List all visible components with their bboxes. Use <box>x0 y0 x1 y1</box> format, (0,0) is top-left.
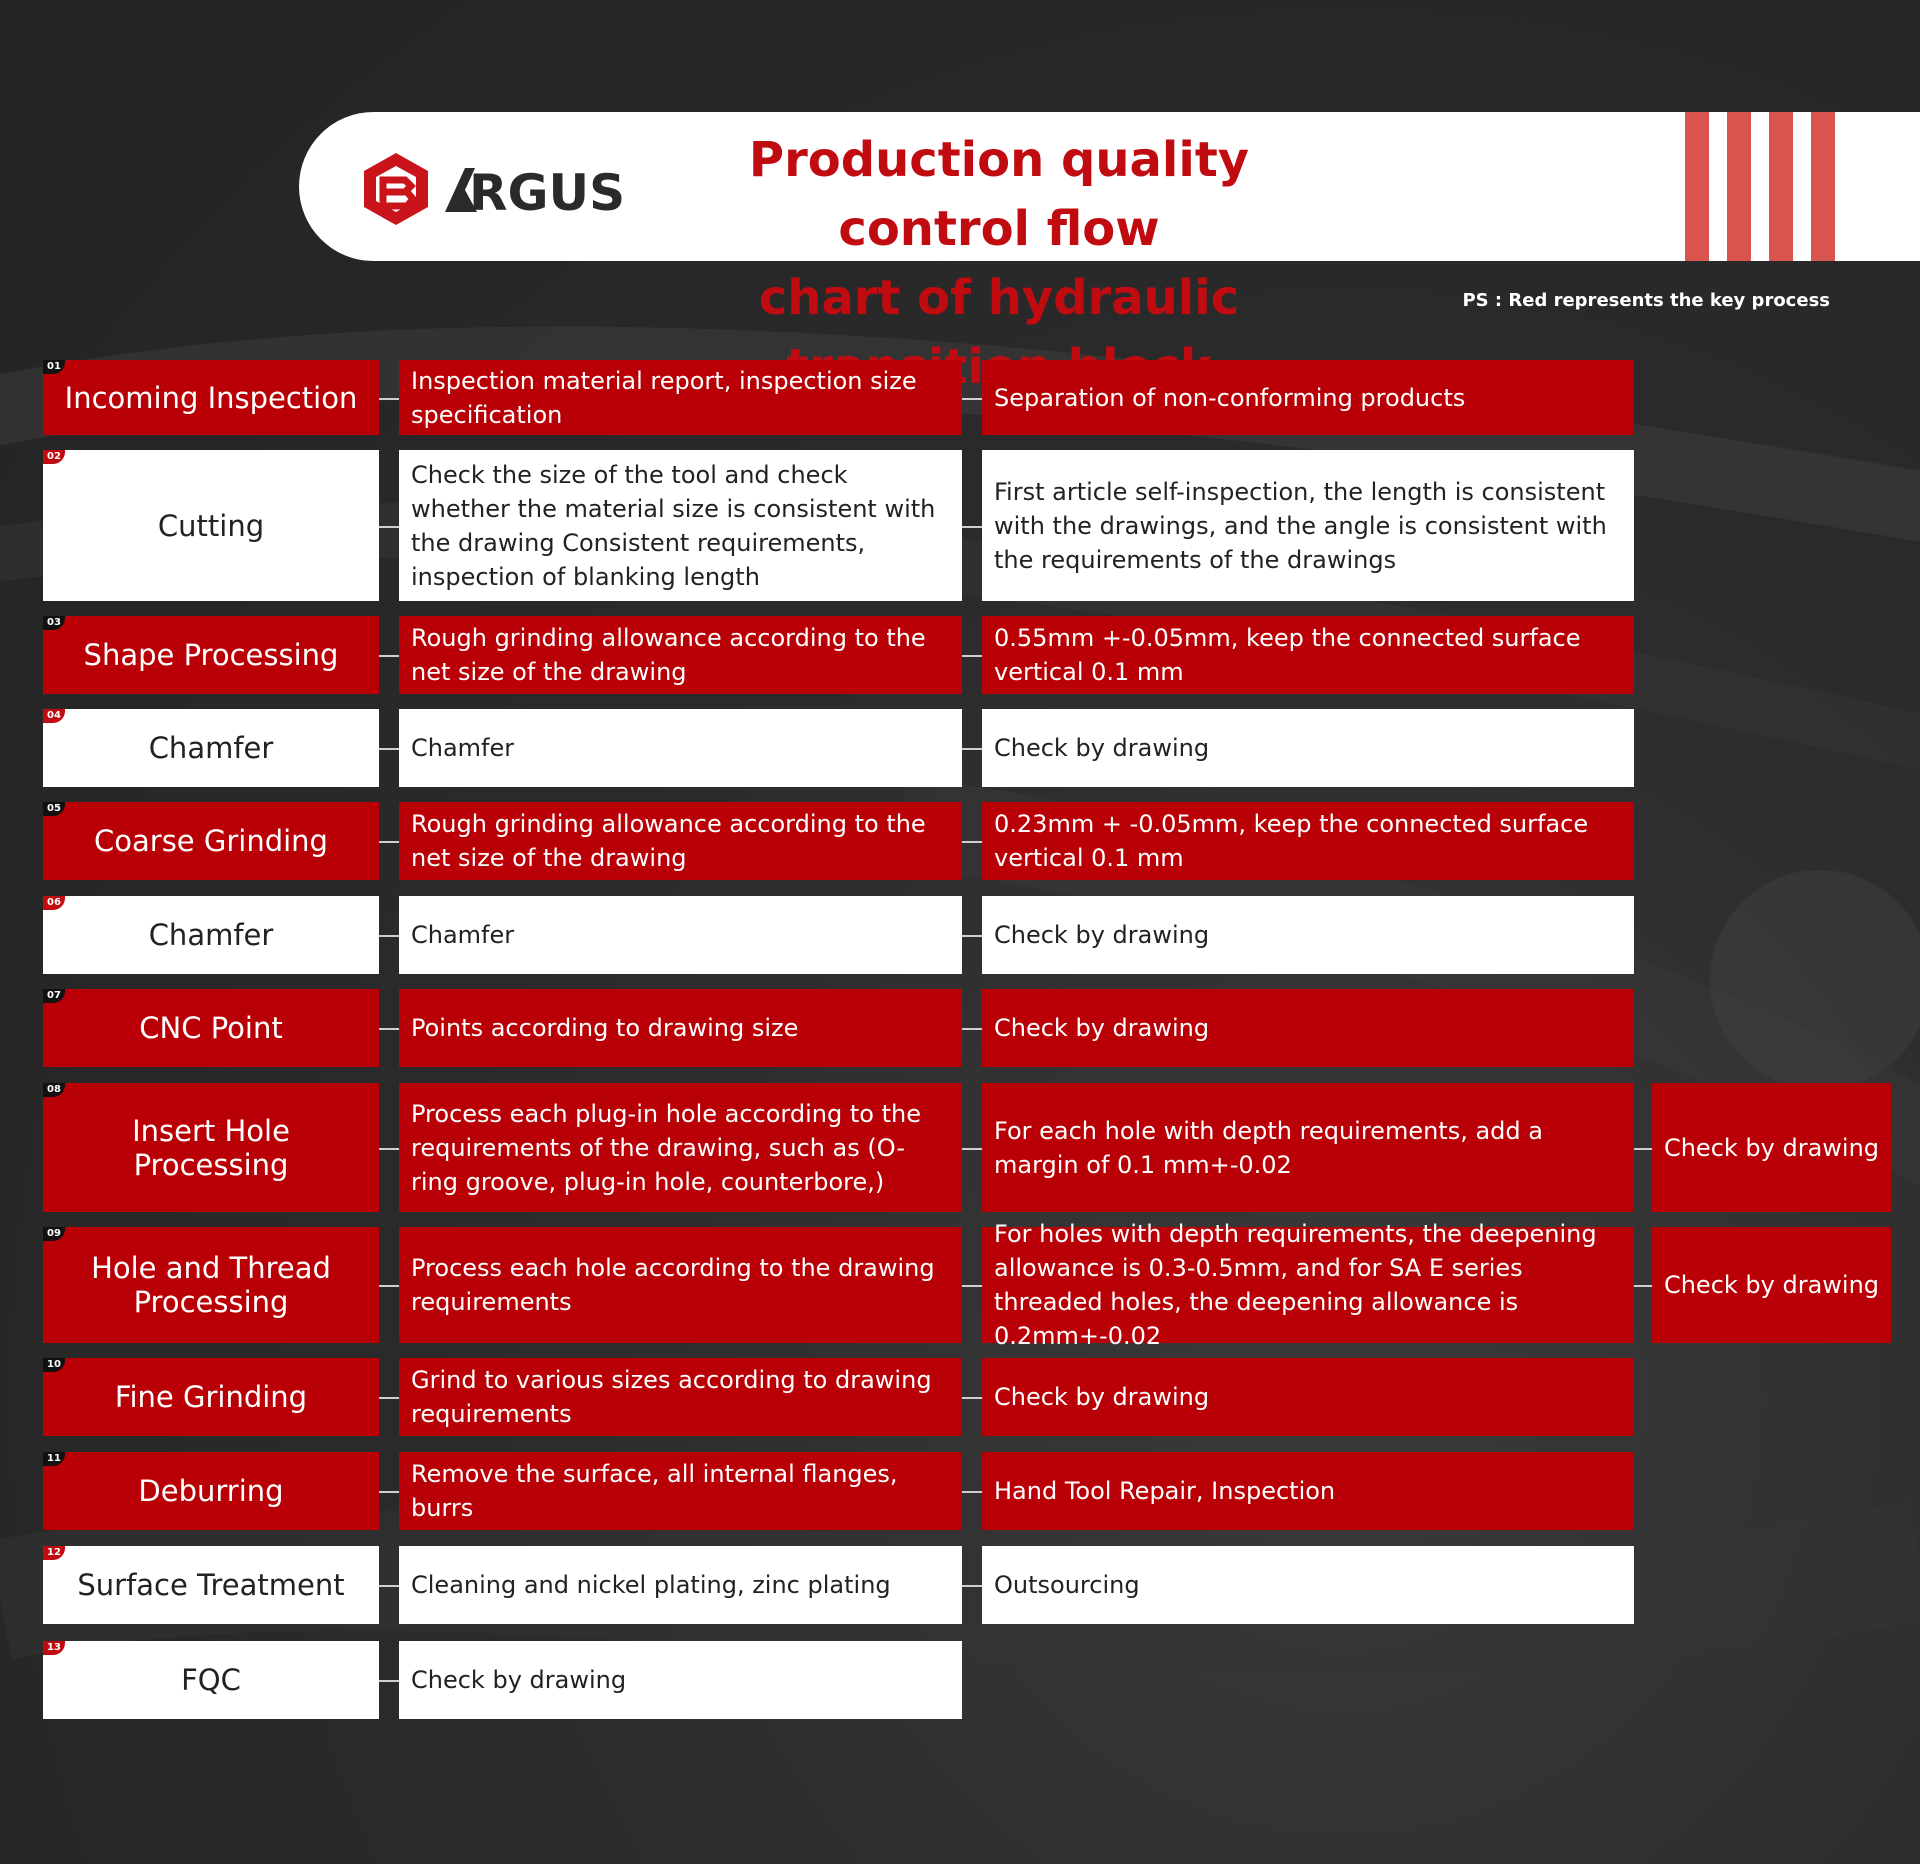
process-step-label: Deburring <box>138 1474 284 1508</box>
step-number-badge: 02 <box>43 450 65 464</box>
decorative-stripe <box>1685 112 1709 261</box>
requirement-text: Inspection material report, inspection size specification <box>411 366 917 429</box>
process-row <box>0 1641 1920 1719</box>
argus-logo <box>361 150 636 228</box>
process-step-name <box>43 1452 379 1530</box>
process-step-name <box>43 450 379 601</box>
inspection-text: For each hole with depth requirements, add a margin of 0.1 mm+-0.02 <box>994 1116 1543 1179</box>
process-step-name <box>43 1641 379 1719</box>
connector-line <box>379 1491 399 1493</box>
extra-check-text: Check by drawing <box>1663 1133 1880 1162</box>
process-row <box>0 450 1920 601</box>
step-number-badge: 03 <box>43 616 65 630</box>
connector-line <box>962 748 982 750</box>
inspection-text: Separation of non-conforming products <box>994 383 1466 412</box>
process-step-label: Fine Grinding <box>114 1380 308 1414</box>
inspection-text: Check by drawing <box>994 1383 1210 1411</box>
process-requirement <box>399 1227 962 1343</box>
process-step-name <box>43 802 379 880</box>
requirement-text: Remove the surface, all internal flanges, burrs <box>411 1460 898 1522</box>
process-step-label: CNC Point <box>139 1011 283 1045</box>
connector-line <box>379 655 399 657</box>
requirement-text: Chamfer <box>411 734 515 762</box>
legend-note: PS : Red represents the key process <box>1462 290 1830 311</box>
inspection-text: 0.55mm +-0.05mm, keep the connected surface vertical 0.1 mm <box>994 624 1581 686</box>
connector-line <box>379 398 399 400</box>
process-extra-check <box>1652 1227 1891 1343</box>
process-row <box>0 1358 1920 1436</box>
requirement-text: Rough grinding allowance according to the net size of the drawing <box>411 624 926 686</box>
process-step-name <box>43 616 379 694</box>
process-step-name <box>43 360 379 435</box>
process-requirement <box>399 709 962 787</box>
step-number-badge: 06 <box>43 896 65 910</box>
decorative-stripe <box>1811 112 1835 261</box>
requirement-text: Check by drawing <box>411 1666 627 1694</box>
process-inspection <box>982 450 1634 601</box>
process-inspection <box>982 1220 1634 1350</box>
connector-line <box>379 526 399 528</box>
connector-line <box>379 748 399 750</box>
process-requirement <box>399 1358 962 1436</box>
connector-line <box>379 1680 399 1682</box>
process-requirement <box>399 989 962 1067</box>
process-step-label: Incoming Inspection <box>64 380 358 415</box>
process-row <box>0 616 1920 694</box>
decorative-stripe <box>1769 112 1793 261</box>
connector-line <box>962 655 982 657</box>
process-requirement <box>399 1083 962 1212</box>
connector-line <box>379 1028 399 1030</box>
process-requirement <box>399 896 962 974</box>
process-inspection <box>982 616 1634 694</box>
process-inspection <box>982 896 1634 974</box>
process-row <box>0 709 1920 787</box>
process-inspection <box>982 1452 1634 1530</box>
connector-line <box>962 1028 982 1030</box>
connector-line <box>962 841 982 843</box>
process-requirement <box>399 802 962 880</box>
inspection-text: First article self-inspection, the length is consistent with the drawings, and the angle is consistent with the requirements of the drawings <box>994 477 1607 574</box>
step-number-badge: 08 <box>43 1083 65 1097</box>
step-number-badge: 12 <box>43 1546 65 1560</box>
step-number-badge: 09 <box>43 1227 65 1241</box>
connector-line <box>962 1148 982 1150</box>
connector-line <box>962 526 982 528</box>
process-step-label: Chamfer <box>148 918 274 952</box>
process-row <box>0 1083 1920 1212</box>
inspection-text: Check by drawing <box>994 734 1210 762</box>
process-requirement <box>399 450 962 601</box>
process-step-name <box>43 1546 379 1624</box>
connector-line <box>962 398 982 400</box>
process-inspection <box>982 802 1634 880</box>
process-requirement <box>399 1641 962 1719</box>
process-requirement <box>399 1546 962 1624</box>
process-requirement <box>399 1452 962 1530</box>
connector-line <box>1634 1148 1652 1150</box>
connector-line <box>962 1397 982 1399</box>
step-number-badge: 13 <box>43 1641 65 1655</box>
connector-line <box>379 1585 399 1587</box>
process-inspection <box>982 1083 1634 1212</box>
step-number-badge: 05 <box>43 802 65 816</box>
connector-line <box>379 1285 399 1287</box>
connector-line <box>962 1585 982 1587</box>
requirement-text: Chamfer <box>411 921 515 949</box>
process-extra-check <box>1652 1083 1891 1212</box>
process-step-name <box>43 989 379 1067</box>
requirement-text: Check the size of the tool and check whether the material size is consistent with the drawing Consistent requirements, inspection of blanking length <box>411 460 936 591</box>
inspection-text: For holes with depth requirements, the deepening allowance is 0.3-0.5mm, and for SA E series threaded holes, the deepening allowance is 0.2mm+-0.02 <box>994 1220 1597 1350</box>
process-step-label: Coarse Grinding <box>94 824 328 858</box>
connector-line <box>379 935 399 937</box>
inspection-text: Hand Tool Repair, Inspection <box>994 1477 1336 1505</box>
process-step-label: Shape Processing <box>83 638 339 672</box>
process-inspection <box>982 360 1634 435</box>
requirement-text: Points according to drawing size <box>411 1014 799 1042</box>
process-step-label: Insert Hole Processing <box>132 1113 290 1182</box>
requirement-text: Grind to various sizes according to drawing requirements <box>411 1366 932 1428</box>
requirement-text: Process each plug-in hole according to the requirements of the drawing, such as (O-ring groove, plug-in hole, counterbore,) <box>411 1099 921 1196</box>
process-step-name <box>43 709 379 787</box>
requirement-text: Process each hole according to the drawing requirements <box>411 1254 935 1316</box>
connector-line <box>962 1491 982 1493</box>
step-number-badge: 07 <box>43 989 65 1003</box>
inspection-text: Outsourcing <box>994 1571 1140 1599</box>
process-step-name <box>43 896 379 974</box>
svg-text:RGUS: RGUS <box>469 164 626 222</box>
connector-line <box>962 935 982 937</box>
step-number-badge: 01 <box>43 360 65 374</box>
process-requirement <box>399 616 962 694</box>
process-requirement <box>399 360 962 435</box>
process-step-label: Hole and Thread Processing <box>91 1251 331 1319</box>
requirement-text: Rough grinding allowance according to the net size of the drawing <box>411 810 926 872</box>
process-step-name <box>43 1083 379 1212</box>
step-number-badge: 10 <box>43 1358 65 1372</box>
process-row <box>0 1220 1920 1350</box>
process-step-label: FQC <box>181 1663 241 1697</box>
connector-line <box>379 1148 399 1150</box>
title-line-2: chart of hydraulic <box>758 270 1240 326</box>
process-row <box>0 1452 1920 1530</box>
inspection-text: 0.23mm + -0.05mm, keep the connected surface vertical 0.1 mm <box>994 810 1589 872</box>
process-step-label: Cutting <box>157 508 265 543</box>
title-line-1: Production quality control flow <box>748 132 1250 257</box>
connector-line <box>1634 1285 1652 1287</box>
process-row <box>0 1546 1920 1624</box>
inspection-text: Check by drawing <box>994 921 1210 949</box>
process-step-label: Chamfer <box>148 731 274 765</box>
decorative-stripe <box>1727 112 1751 261</box>
connector-line <box>379 1397 399 1399</box>
process-inspection <box>982 709 1634 787</box>
inspection-text: Check by drawing <box>994 1014 1210 1042</box>
extra-check-text: Check by drawing <box>1663 1271 1880 1299</box>
process-row <box>0 989 1920 1067</box>
process-step-label: Surface Treatment <box>77 1568 345 1602</box>
connector-line <box>379 841 399 843</box>
step-number-badge: 11 <box>43 1452 65 1466</box>
process-inspection <box>982 1358 1634 1436</box>
process-row <box>0 896 1920 974</box>
connector-line <box>962 1285 982 1287</box>
process-row <box>0 802 1920 880</box>
requirement-text: Cleaning and nickel plating, zinc plating <box>411 1571 891 1599</box>
step-number-badge: 04 <box>43 709 65 723</box>
process-row <box>0 360 1920 435</box>
process-step-name <box>43 1227 379 1343</box>
process-step-name <box>43 1358 379 1436</box>
process-inspection <box>982 989 1634 1067</box>
process-inspection <box>982 1546 1634 1624</box>
